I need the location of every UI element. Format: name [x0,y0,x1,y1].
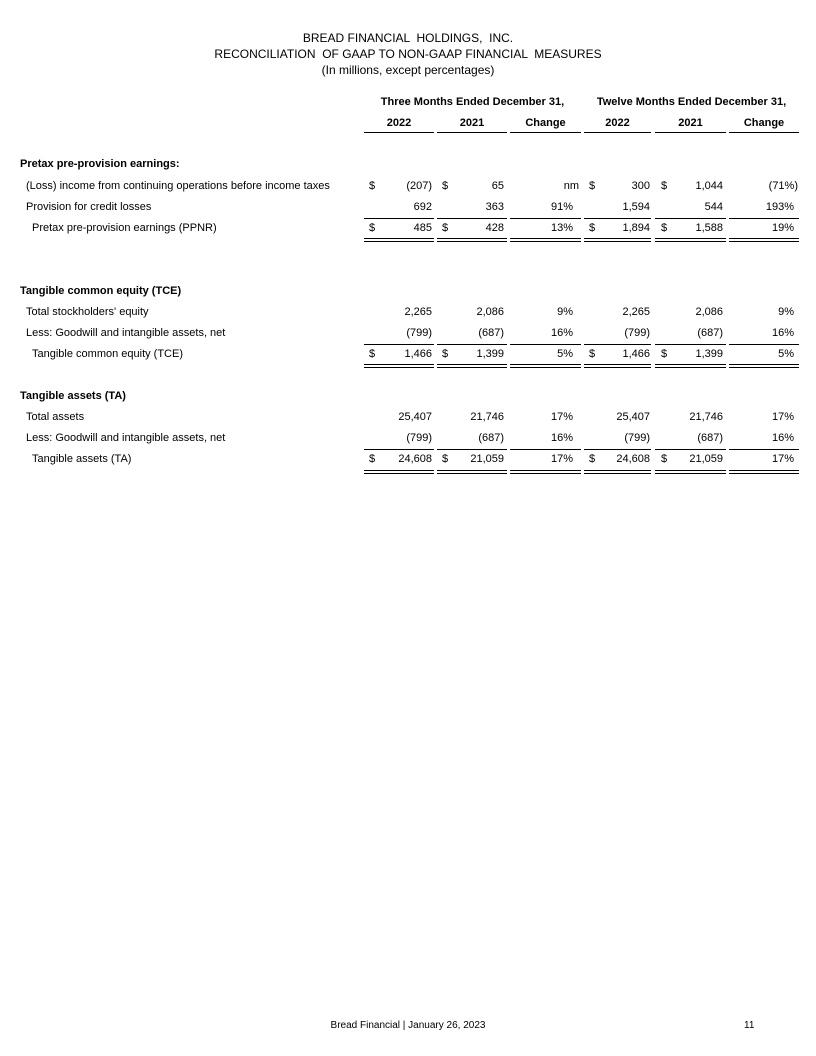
row-label: Pretax pre-provision earnings (PPNR) [32,222,217,234]
subtotal-rule [584,344,651,345]
page-number: 11 [744,1020,755,1031]
total-rule [584,364,651,368]
cell-3m-change: 13% [550,222,573,234]
total-rule [510,470,581,474]
total-rule [729,238,799,242]
cell-12m-2021: 21,746 [689,411,723,423]
currency-symbol: $ [369,180,376,192]
total-rule [437,470,507,474]
cell-12m-2021: 1,044 [695,180,723,192]
cell-12m-change: 16% [771,327,794,339]
total-rule [729,470,799,474]
cell-12m-2022: 2,265 [622,306,650,318]
cell-12m-change: 19% [771,222,794,234]
subtotal-rule [364,218,434,219]
cell-12m-change: 16% [771,432,794,444]
currency-symbol: $ [442,180,449,192]
cell-3m-2021: (687) [478,432,504,444]
cell-3m-2022: 2,265 [404,306,432,318]
cell-12m-2022: 1,594 [622,201,650,213]
row-label: Less: Goodwill and intangible assets, net [26,327,226,339]
total-rule [655,364,726,368]
row-label: Total assets [26,411,85,423]
cell-3m-2021: 1,399 [476,348,504,360]
currency-symbol: $ [661,348,668,360]
report-subtitle: (In millions, except percentages) [321,63,495,77]
subtotal-rule [510,449,581,450]
cell-3m-2021: 21,059 [470,453,504,465]
cell-12m-2022: 1,466 [622,348,650,360]
column-header-3m-2021: 2021 [437,117,507,133]
cell-3m-change: 17% [550,453,573,465]
subtotal-rule [729,449,799,450]
subtotal-rule [655,218,726,219]
column-header-12m-2022: 2022 [584,117,651,133]
currency-symbol: $ [442,453,449,465]
column-header-3m-change: Change [510,117,581,133]
cell-12m-change: 5% [778,348,794,360]
total-rule [510,238,581,242]
cell-3m-2022: (207) [406,180,432,192]
subtotal-rule [510,218,581,219]
cell-12m-change: 17% [771,411,794,423]
total-rule [729,364,799,368]
report-header [0,30,816,78]
cell-3m-2021: 2,086 [476,306,504,318]
total-rule [655,470,726,474]
subtotal-rule [437,218,507,219]
cell-3m-2021: 65 [491,180,504,192]
subtotal-rule [437,449,507,450]
total-rule [437,238,507,242]
cell-12m-2022: 25,407 [616,411,650,423]
subtotal-rule [437,344,507,345]
total-rule [510,364,581,368]
row-label: Total stockholders' equity [26,306,149,318]
cell-12m-change: 193% [765,201,794,213]
cell-3m-2021: 21,746 [470,411,504,423]
column-header-12m-2021: 2021 [655,117,726,133]
section-title-tce: Tangible common equity (TCE) [20,285,182,297]
cell-3m-2021: (687) [478,327,504,339]
cell-3m-change: nm [563,180,579,192]
total-rule [364,470,434,474]
cell-12m-2021: (687) [697,432,723,444]
cell-3m-change: 16% [550,432,573,444]
section-title-ta: Tangible assets (TA) [20,390,126,402]
cell-3m-2022: (799) [406,432,432,444]
cell-3m-change: 17% [550,411,573,423]
cell-3m-2022: 692 [413,201,432,213]
currency-symbol: $ [589,453,596,465]
cell-12m-2021: 21,059 [689,453,723,465]
currency-symbol: $ [442,348,449,360]
cell-12m-2022: (799) [624,432,650,444]
currency-symbol: $ [661,180,668,192]
row-label: Less: Goodwill and intangible assets, net [26,432,226,444]
cell-12m-change: (71%) [768,180,798,192]
page-footer: Bread Financial | January 26, 2023 [330,1020,486,1031]
period-header-three-months: Three Months Ended December 31, [380,96,565,108]
subtotal-rule [729,344,799,345]
cell-3m-2022: 25,407 [398,411,432,423]
currency-symbol: $ [589,222,596,234]
cell-3m-change: 91% [550,201,573,213]
cell-3m-2022: 1,466 [404,348,432,360]
cell-12m-2022: 24,608 [616,453,650,465]
cell-3m-2022: (799) [406,327,432,339]
cell-3m-2021: 428 [485,222,504,234]
currency-symbol: $ [589,348,596,360]
cell-12m-2021: (687) [697,327,723,339]
subtotal-rule [584,218,651,219]
subtotal-rule [510,344,581,345]
total-rule [584,238,651,242]
cell-3m-change: 9% [557,306,573,318]
cell-12m-change: 9% [778,306,794,318]
cell-3m-change: 5% [557,348,573,360]
cell-12m-2022: 300 [631,180,650,192]
subtotal-rule [729,218,799,219]
cell-12m-2021: 544 [704,201,723,213]
currency-symbol: $ [442,222,449,234]
cell-3m-change: 16% [550,327,573,339]
cell-12m-2021: 2,086 [695,306,723,318]
column-header-12m-change: Change [729,117,799,133]
period-header-twelve-months: Twelve Months Ended December 31, [596,96,787,108]
column-header-3m-2022: 2022 [364,117,434,133]
currency-symbol: $ [369,222,376,234]
cell-12m-2021: 1,588 [695,222,723,234]
cell-12m-2022: (799) [624,327,650,339]
subtotal-rule [655,449,726,450]
currency-symbol: $ [369,348,376,360]
currency-symbol: $ [661,453,668,465]
subtotal-rule [364,449,434,450]
subtotal-rule [655,344,726,345]
row-label: Provision for credit losses [26,201,152,213]
total-rule [364,364,434,368]
row-label: Tangible assets (TA) [32,453,132,465]
row-label: (Loss) income from continuing operations before income taxes [26,180,330,192]
currency-symbol: $ [589,180,596,192]
cell-12m-2021: 1,399 [695,348,723,360]
cell-3m-2022: 24,608 [398,453,432,465]
cell-3m-2021: 363 [485,201,504,213]
currency-symbol: $ [661,222,668,234]
company-name: BREAD FINANCIAL HOLDINGS, INC. [302,31,514,45]
currency-symbol: $ [369,453,376,465]
total-rule [655,238,726,242]
cell-3m-2022: 485 [413,222,432,234]
total-rule [584,470,651,474]
total-rule [364,238,434,242]
section-title-ppnr: Pretax pre-provision earnings: [20,158,180,170]
total-rule [437,364,507,368]
cell-12m-2022: 1,894 [622,222,650,234]
subtotal-rule [584,449,651,450]
report-title: RECONCILIATION OF GAAP TO NON-GAAP FINANCIAL MEASURES [214,47,602,61]
row-label: Tangible common equity (TCE) [32,348,184,360]
subtotal-rule [364,344,434,345]
cell-12m-change: 17% [771,453,794,465]
